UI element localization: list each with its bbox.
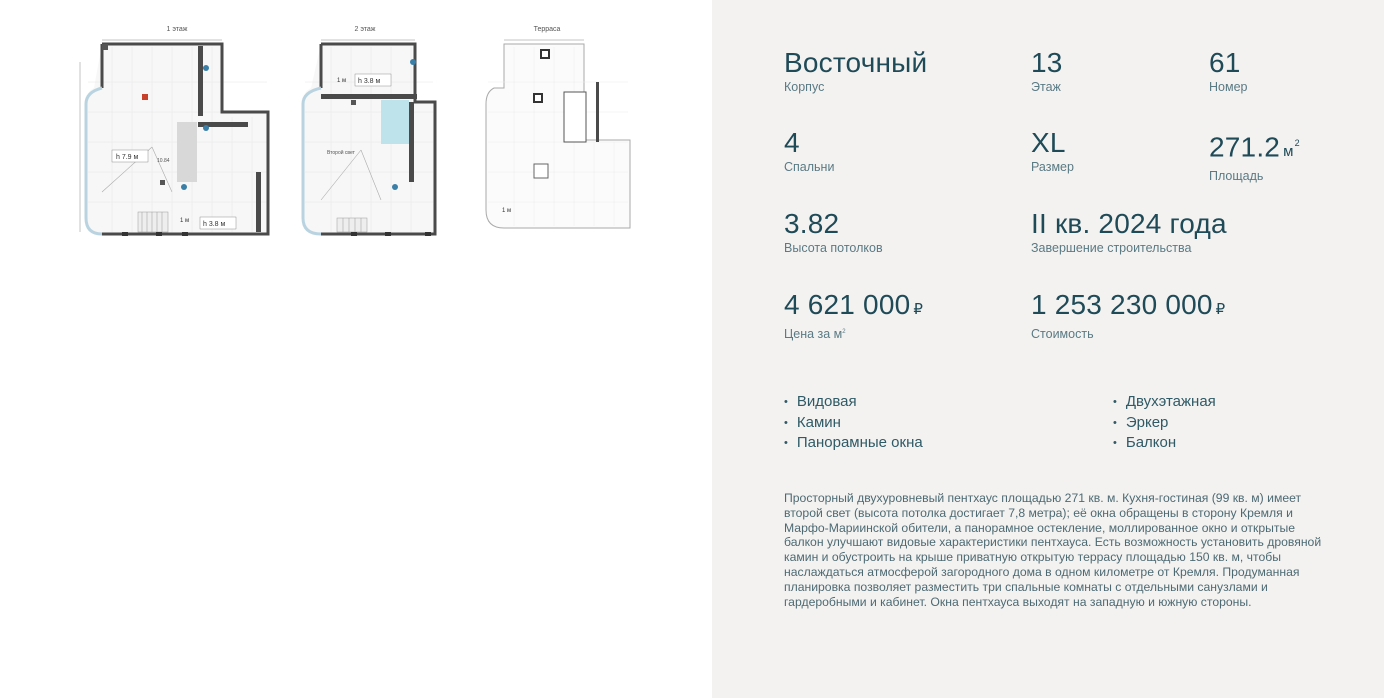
stat-label: Цена за $м^2$ (784, 327, 846, 341)
stat-label: Размер (1031, 160, 1074, 174)
feature-item: • Балкон (1113, 433, 1216, 454)
stat-area (1209, 128, 1300, 183)
feature-item: • Эркер (1113, 413, 1216, 434)
stat-value (784, 290, 923, 325)
stat-value: 271.2 $м^2$ (1209, 131, 1300, 163)
stat-label: Площадь (1209, 169, 1264, 184)
stat-label: Номер (1209, 80, 1248, 94)
stat-number (1209, 48, 1247, 94)
plan-title: Терраса (533, 26, 561, 33)
stat-value: II кв. 2024 года (1031, 208, 1227, 239)
stat-building (784, 48, 927, 94)
stat-value: 4 (784, 127, 800, 158)
stat-label: Стоимость (1031, 327, 1094, 341)
stat-label: Спальни (784, 160, 835, 174)
area-unit: м (1283, 143, 1294, 161)
stat-ceiling-height (784, 209, 883, 255)
stat-value: 13 (1031, 47, 1063, 78)
stat-label: Корпус (784, 80, 825, 94)
plan-title: 2 этаж (354, 26, 376, 33)
svg-text:Второй свет: Второй свет (327, 150, 355, 156)
stat-label: Высота потолков (784, 241, 883, 255)
stat-completion (1031, 209, 1227, 255)
svg-text:h 3.8 м: h 3.8 м (203, 221, 226, 228)
stat-bedrooms (784, 128, 834, 174)
floorplan-terrace[interactable] (452, 22, 642, 252)
stat-value: 61 (1209, 47, 1241, 78)
stat-label: Завершение строительства (1031, 241, 1192, 255)
apartment-description: Просторный двухуровневый пентхаус площадью 271 кв. м. Кухня-гостиная (99 кв. м) имеет второй свет (высота потолка достигает 7,8 метра); её окна обращены в сторону Кремля и Марфо-Мариинской обители, а панорамное остекление, моллированное окно и открытые балкон улучшают видовые характеристики пентхауса. Есть возможность установить дровяной камин и обустроить на крыше приватную открытую террасу площадью 150 кв. м, чтобы наслаждаться атмосферой загородного дома в одном километре от Кремля. Продуманная планировка позволяет разместить три спальные комнаты с отдельными санузлами и гардеробными и кабинет. Окна пентхауса выходят на западную и южную стороны. (784, 491, 1322, 609)
stat-price-per-m2 (784, 290, 923, 341)
area-number: 271.2 (1209, 131, 1281, 163)
feature-item: • Видовая (784, 392, 923, 413)
currency-symbol: ₽ (1215, 301, 1226, 318)
stat-value: Восточный (784, 47, 928, 78)
stat-floor (1031, 48, 1063, 94)
features-list-left (784, 392, 923, 454)
stat-total-price (1031, 290, 1225, 341)
svg-text:1 м: 1 м (180, 218, 190, 224)
svg-text:1 м: 1 м (502, 208, 512, 214)
price-number: 1 253 230 000 (1031, 289, 1213, 320)
stat-value (1031, 290, 1225, 325)
stat-value: 3.82 (784, 208, 840, 239)
svg-text:h 7.9 м: h 7.9 м (116, 154, 139, 161)
svg-text:1 м: 1 м (337, 78, 347, 84)
floorplan-floor-1[interactable] (72, 22, 282, 252)
feature-item: • Камин (784, 413, 923, 434)
floorplan-floor-2[interactable] (285, 22, 445, 252)
stat-size (1031, 128, 1074, 174)
feature-item: • Двухэтажная (1113, 392, 1216, 413)
currency-symbol: ₽ (913, 301, 924, 318)
stat-label: Этаж (1031, 80, 1061, 94)
svg-text:h 3.8 м: h 3.8 м (358, 78, 381, 85)
svg-text:10.84: 10.84 (157, 158, 170, 164)
features-list-right (1113, 392, 1216, 454)
price-number: 4 621 000 (784, 289, 911, 320)
stat-value: XL (1031, 127, 1066, 158)
plan-title: 1 этаж (166, 26, 188, 33)
price-per-m-label: Цена за м (784, 327, 843, 341)
feature-item: • Панорамные окна (784, 433, 923, 454)
